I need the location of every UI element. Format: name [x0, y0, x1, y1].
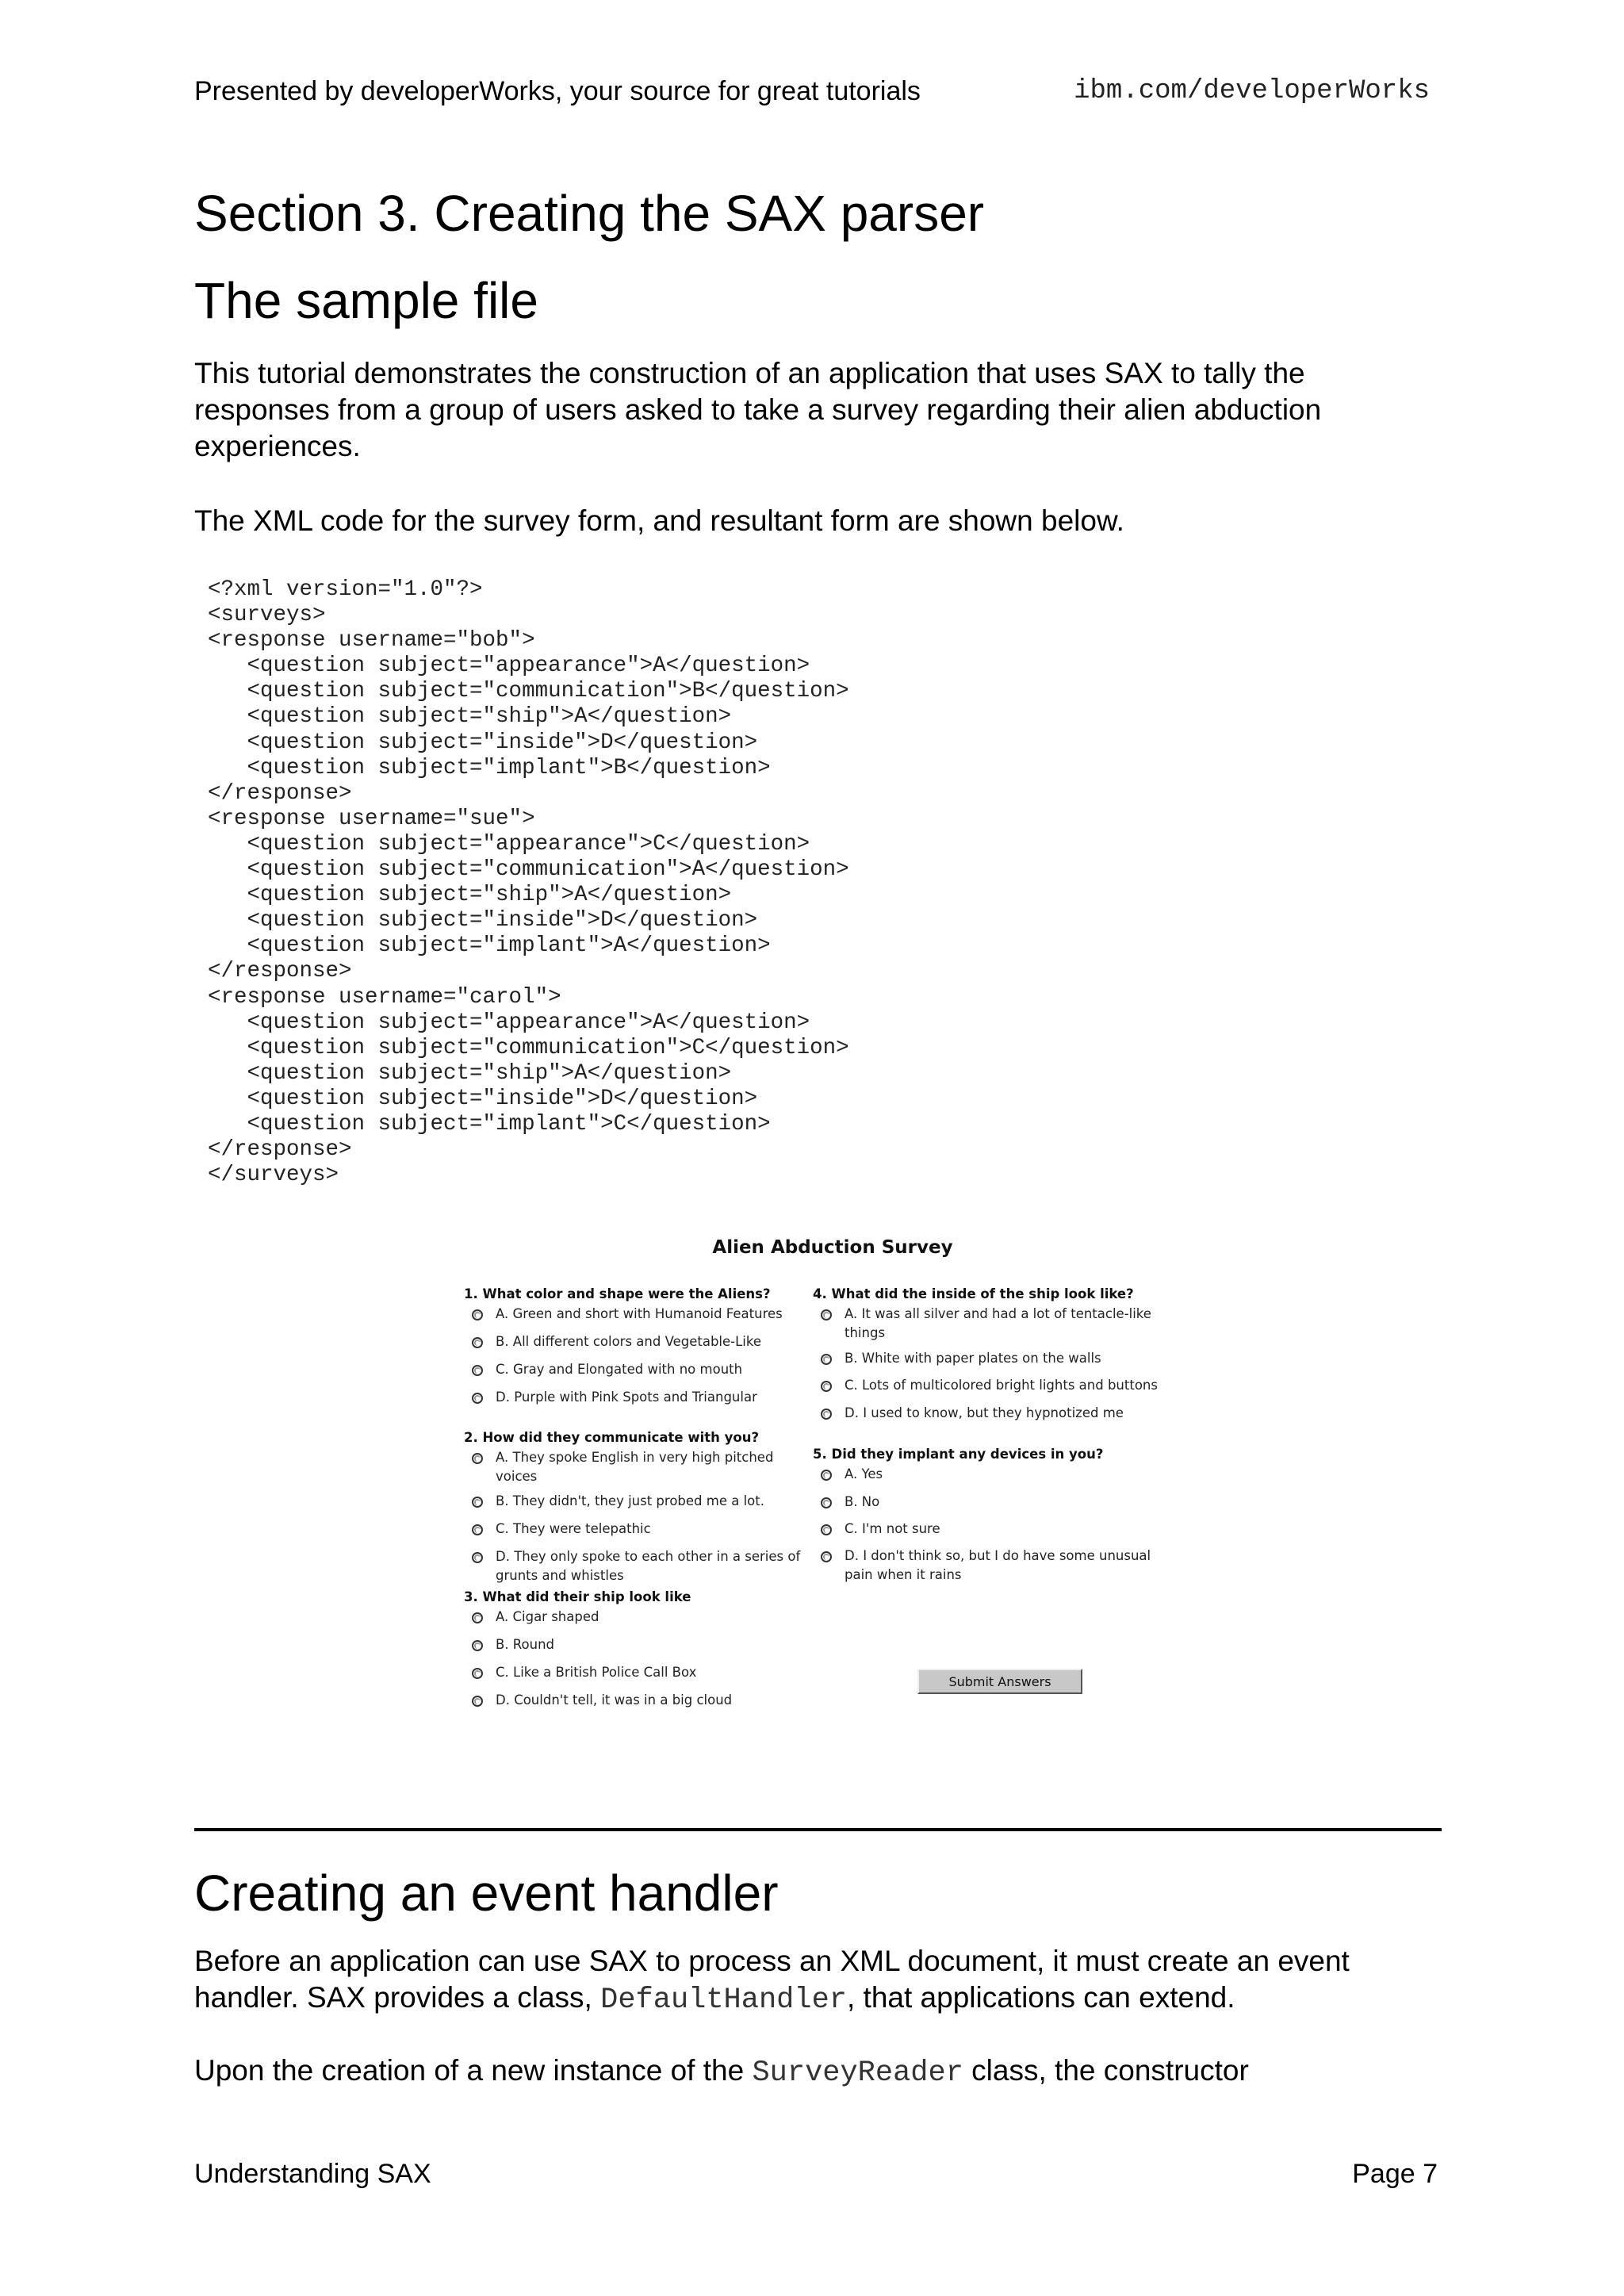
code-line: <response username="bob">: [208, 628, 535, 654]
radio-option-label: D. They only spoke to each other in a series of grunts and whistles: [496, 1549, 801, 1583]
sample-file-intro-paragraph: The XML code for the survey form, and resultant form are shown below.: [194, 504, 1124, 537]
radio-option-label: D. Couldn't tell, it was in a big cloud: [496, 1692, 733, 1708]
radio-option-label: C. I'm not sure: [845, 1521, 940, 1536]
code-line: <question subject="appearance">C</question>: [208, 831, 810, 857]
radio-button[interactable]: [821, 1309, 832, 1320]
code-line: <question subject="appearance">A</question>: [208, 654, 810, 679]
header-left-text: Presented by developerWorks, your source for great tutorials: [194, 76, 921, 106]
header-right-text: ibm.com/developerWorks: [1074, 76, 1430, 106]
radio-option-label: A. They spoke English in very high pitched voices: [496, 1450, 774, 1484]
submit-answers-button[interactable]: Submit Answers: [917, 1669, 1082, 1694]
sample-file-paragraph: This tutorial demonstrates the construction of an application that uses SAX to tally the responses from a group of users asked to take a survey regarding their alien abduction experiences.: [194, 357, 1322, 462]
code-line: </response>: [208, 780, 352, 806]
code-line: <question subject="appearance">A</question>: [208, 1010, 810, 1035]
section-divider: [194, 1828, 1442, 1831]
code-line: <question subject="inside">D</question>: [208, 908, 758, 933]
radio-option-label: C. They were telepathic: [496, 1521, 651, 1536]
radio-button[interactable]: [821, 1497, 832, 1508]
radio-button[interactable]: [821, 1470, 832, 1481]
radio-button[interactable]: [472, 1696, 483, 1707]
code-line: <question subject="inside">D</question>: [208, 730, 758, 755]
code-line: <question subject="communication">C</question>: [208, 1035, 849, 1060]
radio-button[interactable]: [472, 1640, 483, 1651]
radio-option-label: A. Cigar shaped: [496, 1609, 599, 1624]
event-handler-paragraph: [194, 1943, 1447, 2018]
radio-option-label: B. They didn't, they just probed me a lot.: [496, 1493, 764, 1508]
radio-button[interactable]: [472, 1453, 483, 1464]
survey-question-label: 3. What did their ship look like: [464, 1589, 691, 1604]
code-line: <question subject="inside">D</question>: [208, 1086, 758, 1111]
code-line: <question subject="ship">A</question>: [208, 883, 732, 908]
radio-option-label: C. Gray and Elongated with no mouth: [496, 1362, 743, 1377]
radio-option-label: C. Lots of multicolored bright lights and buttons: [845, 1378, 1158, 1393]
radio-button[interactable]: [472, 1524, 483, 1535]
constructor-text-2: class, the constructor: [963, 2054, 1249, 2087]
survey-form: [464, 1237, 1178, 1745]
default-handler-code: DefaultHandler: [600, 1984, 847, 2017]
survey-question-label: 4. What did the inside of the ship look like?: [813, 1286, 1134, 1301]
code-line: <question subject="ship">A</question>: [208, 704, 732, 730]
section-title: Section 3. Creating the SAX parser: [194, 185, 985, 242]
radio-option-label: B. Round: [496, 1637, 555, 1652]
code-line: <question subject="implant">B</question>: [208, 755, 771, 780]
event-handler-title: Creating an event handler: [194, 1865, 779, 1922]
code-line: <question subject="ship">A</question>: [208, 1060, 732, 1086]
radio-button[interactable]: [472, 1612, 483, 1623]
radio-option-label: A. It was all silver and had a lot of tentacle-like things: [845, 1306, 1151, 1340]
radio-button[interactable]: [821, 1354, 832, 1365]
event-handler-text-2: , that applications can extend.: [846, 1981, 1235, 2014]
radio-option-label: D. I used to know, but they hypnotized me: [845, 1405, 1124, 1420]
constructor-paragraph: [194, 2053, 1447, 2091]
sample-file-title: The sample file: [194, 272, 538, 329]
survey-question-label: 2. How did they communicate with you?: [464, 1430, 760, 1445]
radio-button[interactable]: [821, 1381, 832, 1392]
radio-button[interactable]: [821, 1551, 832, 1562]
code-line: <surveys>: [208, 603, 326, 628]
survey-title: Alien Abduction Survey: [712, 1237, 953, 1258]
radio-option-label: A. Yes: [845, 1466, 883, 1481]
code-line: <question subject="communication">A</question>: [208, 857, 849, 883]
event-handler-text-1: Before an application can use SAX to process an XML document, it must create an event handler. SAX provides a class,: [194, 1945, 1350, 2014]
code-line: <?xml version="1.0"?>: [208, 577, 483, 602]
radio-option-label: B. No: [845, 1494, 880, 1509]
radio-option-label: B. White with paper plates on the walls: [845, 1351, 1101, 1366]
radio-option-label: A. Green and short with Humanoid Features: [496, 1306, 783, 1321]
radio-option-label: B. All different colors and Vegetable-Like: [496, 1334, 762, 1349]
radio-button[interactable]: [472, 1552, 483, 1563]
radio-option-label: C. Like a British Police Call Box: [496, 1665, 697, 1680]
footer-left-text: Understanding SAX: [194, 2159, 431, 2189]
constructor-text-1: Upon the creation of a new instance of the: [194, 2054, 753, 2087]
xml-code-block: [208, 577, 849, 1188]
radio-button[interactable]: [472, 1668, 483, 1679]
survey-reader-code: SurveyReader: [752, 2056, 963, 2090]
code-line: </response>: [208, 959, 352, 984]
code-line: <question subject="implant">C</question>: [208, 1111, 771, 1137]
radio-button[interactable]: [472, 1497, 483, 1508]
code-line: </response>: [208, 1137, 352, 1163]
code-line: <response username="carol">: [208, 984, 561, 1010]
radio-button[interactable]: [821, 1524, 832, 1535]
radio-button[interactable]: [472, 1365, 483, 1376]
survey-question-label: 5. Did they implant any devices in you?: [813, 1447, 1104, 1462]
radio-button[interactable]: [472, 1393, 483, 1404]
code-line: <response username="sue">: [208, 806, 535, 831]
radio-button[interactable]: [472, 1337, 483, 1348]
code-line: </surveys>: [208, 1163, 339, 1188]
survey-question-label: 1. What color and shape were the Aliens?: [464, 1286, 771, 1301]
code-line: <question subject="implant">A</question>: [208, 933, 771, 959]
footer-page-number: Page 7: [1352, 2159, 1438, 2189]
radio-button[interactable]: [472, 1309, 483, 1320]
radio-option-label: D. I don't think so, but I do have some unusual pain when it rains: [845, 1548, 1151, 1582]
radio-option-label: D. Purple with Pink Spots and Triangular: [496, 1389, 757, 1405]
radio-button[interactable]: [821, 1409, 832, 1420]
code-line: <question subject="communication">B</question>: [208, 679, 849, 704]
